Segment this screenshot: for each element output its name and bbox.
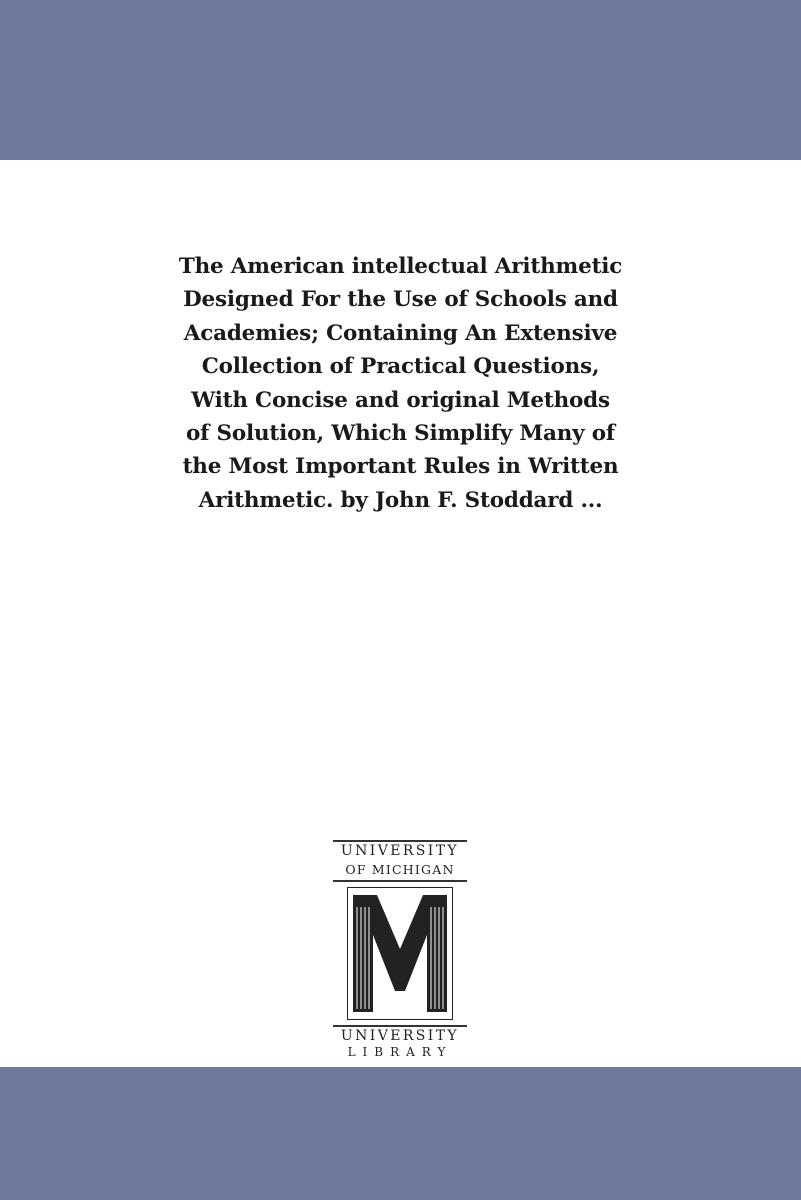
logo-rule	[333, 1025, 467, 1027]
logo-bottom-line-1: UNIVERSITY	[340, 1028, 460, 1044]
top-color-band	[0, 0, 801, 160]
title-line: of Solution, Which Simplify Many of	[186, 421, 615, 447]
logo-top-line-1: UNIVERSITY	[340, 843, 460, 859]
bottom-color-band	[0, 1067, 801, 1200]
title-line: the Most Important Rules in Written	[182, 454, 619, 480]
logo-top-line-2: OF MICHIGAN	[345, 862, 455, 877]
university-of-michigan-library-logo	[333, 840, 467, 1062]
logo-rule	[333, 880, 467, 882]
title-line: Designed For the Use of Schools and	[183, 287, 618, 313]
title-line: Arithmetic. by John F. Stoddard ...	[198, 487, 603, 513]
title-line: The American intellectual Arithmetic	[178, 254, 623, 279]
book-title	[100, 250, 701, 517]
title-line: Collection of Practical Questions,	[201, 354, 600, 380]
block-m-icon	[347, 887, 453, 1020]
logo-rule	[333, 840, 467, 842]
logo-bottom-line-2: LIBRARY	[347, 1045, 453, 1059]
title-line: With Concise and original Methods	[191, 387, 610, 413]
title-line: Academies; Containing An Extensive	[183, 320, 618, 346]
